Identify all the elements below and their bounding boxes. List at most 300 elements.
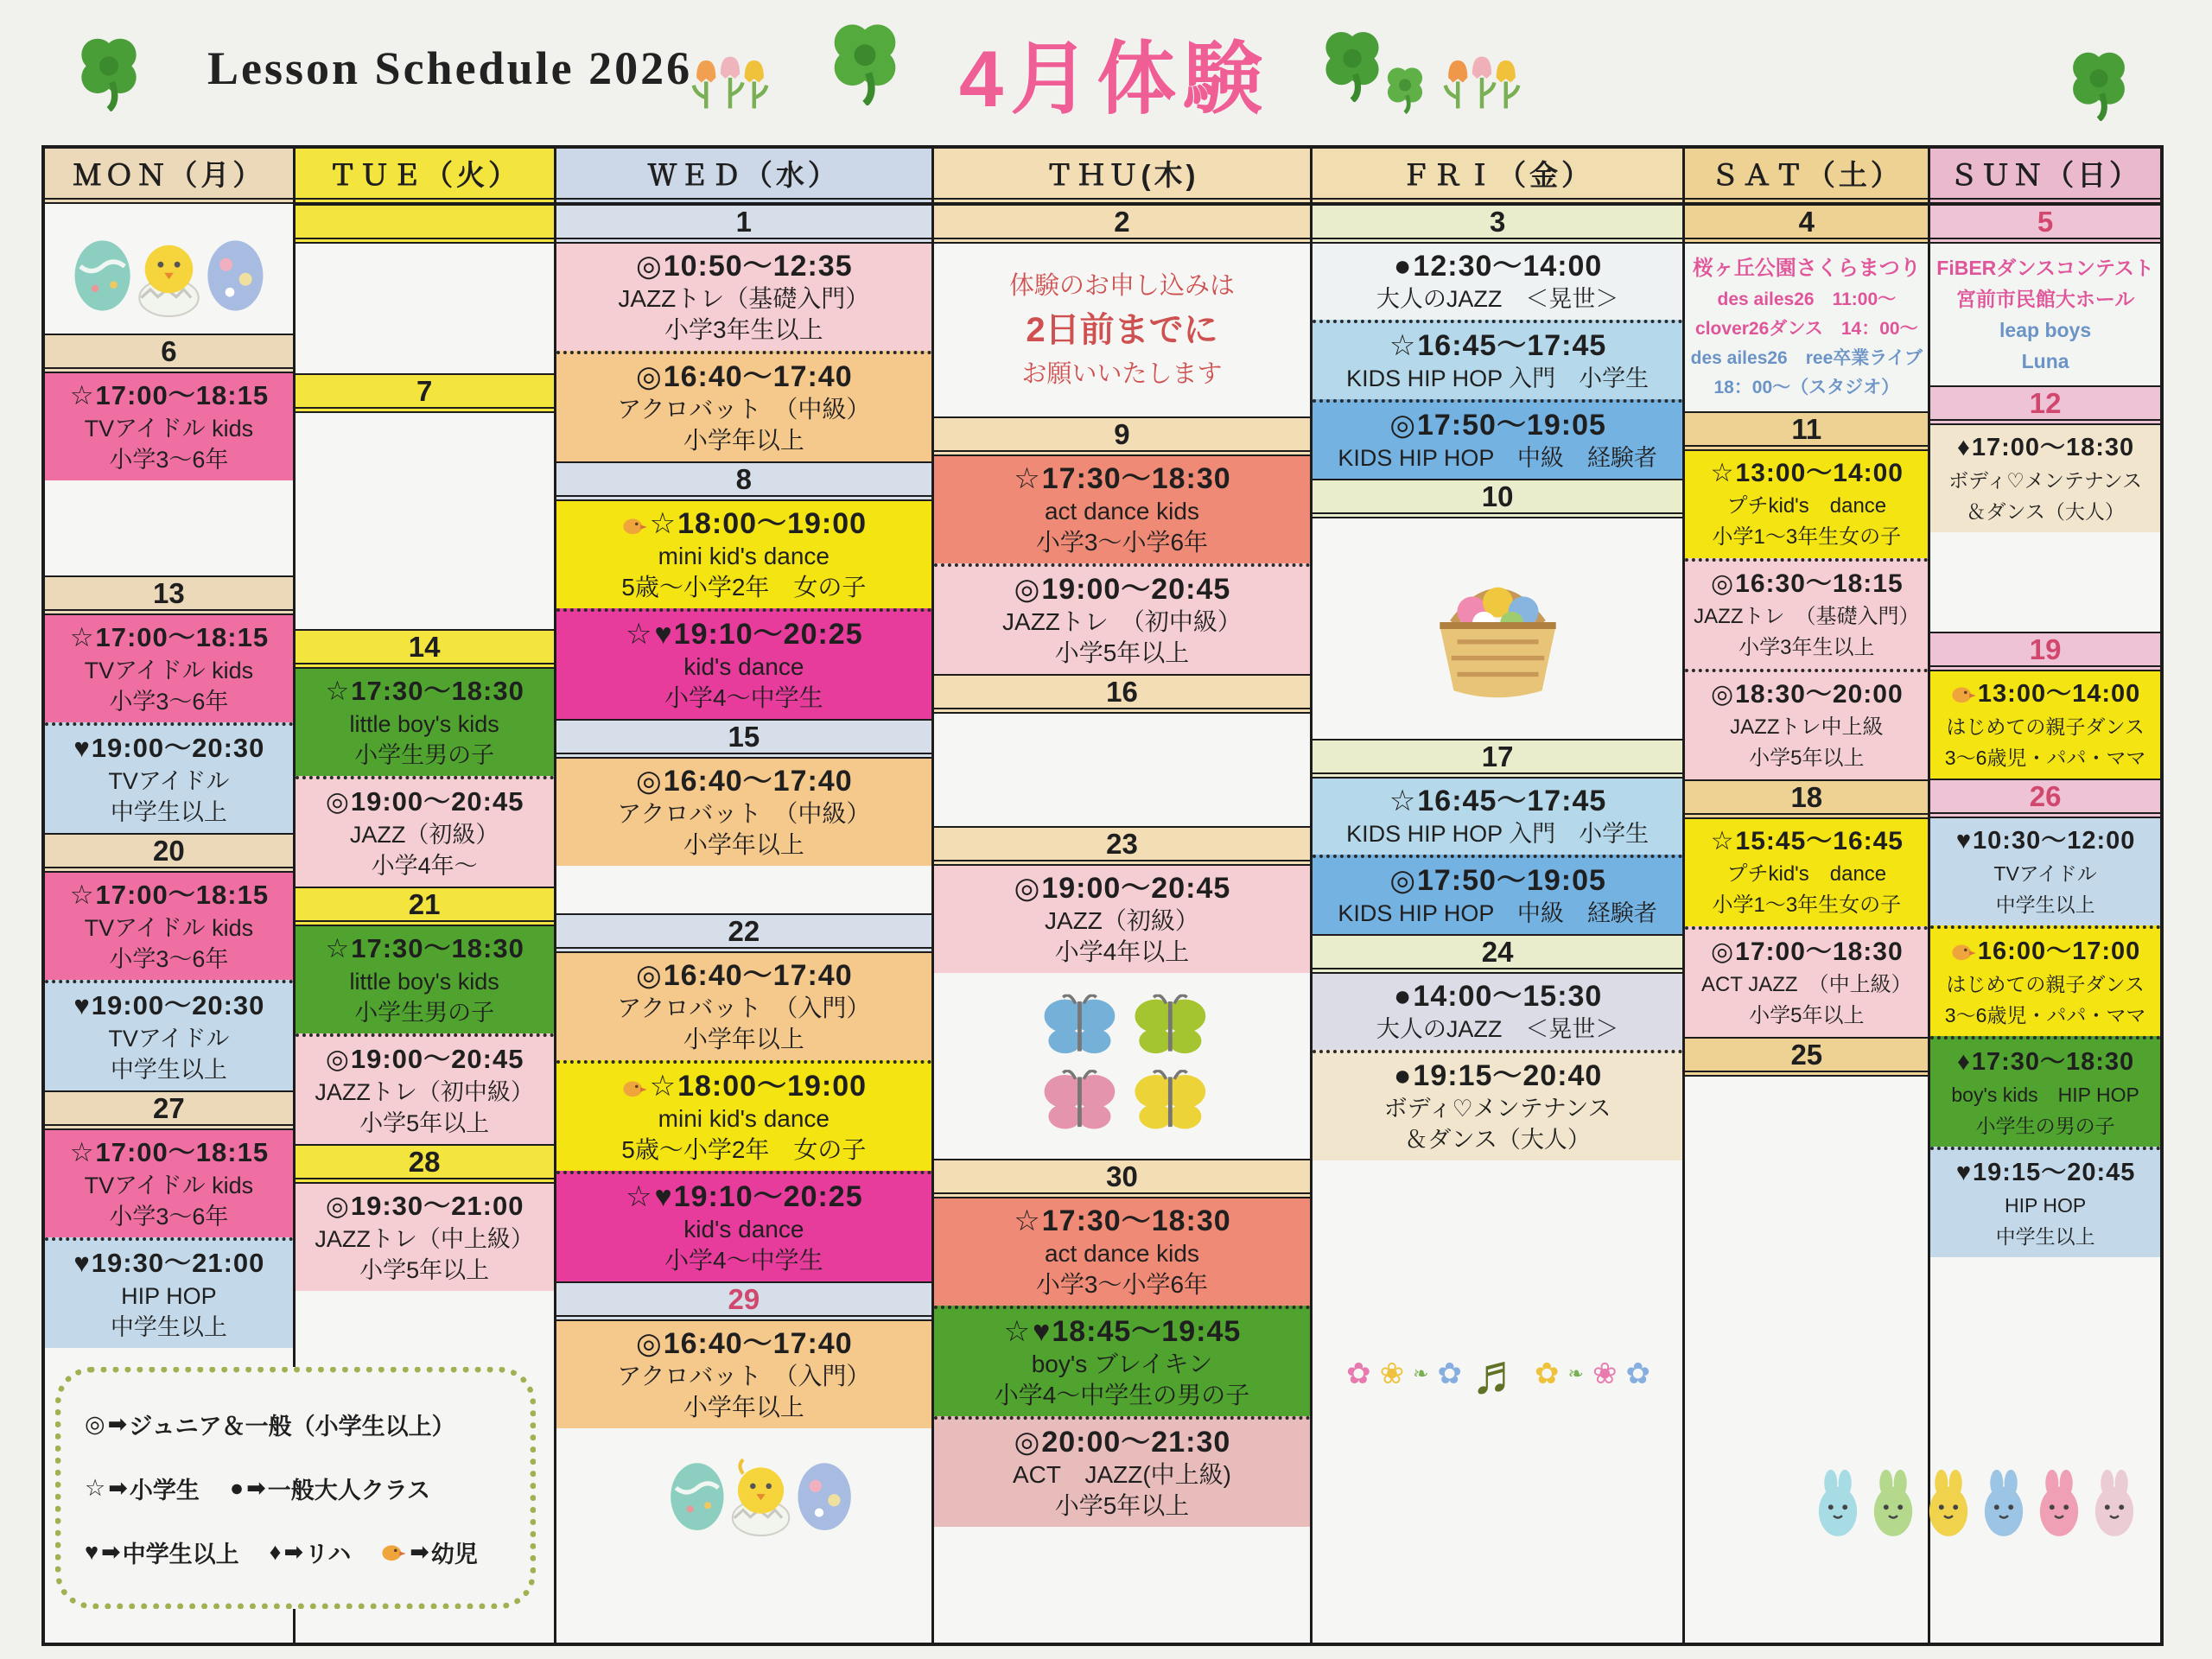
lesson-text: KIDS HIP HOP 入門 小学生	[1346, 821, 1649, 847]
date-number: 22	[728, 914, 760, 947]
lesson-time: ◎ 20:00～21:30	[1014, 1426, 1231, 1459]
lesson-time: ☆ 18:00～19:00	[558, 1069, 931, 1103]
lesson-time: ◎ 10:50～12:35	[636, 250, 853, 283]
lesson-cell	[45, 873, 293, 980]
leaf-icon: ❧	[1413, 1363, 1429, 1384]
lesson-text: プチkid's dance	[1726, 494, 1887, 518]
lesson-time: ◎ 19:30～21:00	[297, 1189, 552, 1224]
lesson-text: 小学生男の子	[354, 1000, 495, 1026]
star-icon: ☆	[649, 507, 677, 540]
easter-eggs-with-chick-image	[45, 204, 293, 334]
lesson-text: JAZZトレ（初中級）	[315, 1079, 534, 1105]
lesson-text: 小学3～6年	[109, 447, 229, 473]
lesson-time: ☆ 17:30～18:30	[297, 931, 552, 966]
tulips-icon	[687, 45, 773, 117]
lesson-time: ☆ 18:00～19:00	[558, 506, 931, 541]
flower-music-garland-image	[1322, 1343, 1675, 1405]
lesson-time: ♥ 19:00～20:30	[47, 731, 291, 766]
double-circle-icon: ◎	[1389, 409, 1416, 442]
date-cell-thu-30	[934, 1159, 1310, 1198]
lesson-text: 小学4～中学生	[664, 684, 823, 711]
date-cell-tue-blank	[296, 204, 554, 244]
date-number: 25	[1790, 1038, 1823, 1071]
lesson-text: TVアイドル	[108, 1026, 230, 1052]
lesson-time: ☆ 15:45～16:45	[1687, 824, 1926, 859]
heart-icon: ♥	[73, 990, 91, 1020]
chick-icon	[381, 1539, 407, 1566]
lesson-cell	[934, 563, 1310, 674]
lesson-time: ☆ 17:00～18:15	[47, 620, 291, 655]
double-circle-icon: ◎	[1710, 569, 1735, 598]
arrow-icon: ➡	[101, 1538, 121, 1565]
leaf-icon: ❧	[1567, 1363, 1584, 1384]
bunny-easter-eggs-image	[1802, 1469, 2151, 1544]
lesson-text: 小学生男の子	[354, 742, 495, 768]
lesson-text: KIDS HIP HOP 中級 経験者	[1338, 900, 1657, 926]
star-icon: ☆	[626, 1180, 653, 1213]
lesson-text: ボディ♡メンテナンス	[1383, 1096, 1611, 1122]
date-cell-sat-25	[1685, 1037, 1928, 1077]
date-cell-sun-12	[1930, 385, 2160, 425]
day-header-thu: ＴＨＵ(木)	[934, 149, 1310, 204]
flower-icon: ✿	[1437, 1357, 1462, 1390]
lesson-text: アクロバット （中級）	[617, 396, 871, 423]
day-column-sat	[1685, 149, 1930, 1643]
legend-box	[55, 1367, 536, 1609]
lesson-cell	[1930, 818, 2160, 925]
lesson-cell	[1930, 425, 2160, 532]
butterflies-image	[934, 973, 1310, 1159]
flower-basket-image	[1313, 518, 1683, 739]
lesson-cell	[296, 1184, 554, 1291]
lesson-cell	[934, 1306, 1310, 1416]
date-number: 29	[728, 1282, 760, 1315]
double-circle-icon: ◎	[636, 1327, 663, 1360]
diamond-icon: ♦	[1957, 1048, 1971, 1076]
lesson-cell	[1685, 669, 1928, 779]
date-cell-wed-1	[556, 204, 932, 244]
lesson-cell	[934, 456, 1310, 563]
lesson-text: 小学4～中学生の男の子	[994, 1382, 1250, 1408]
legend-row	[84, 1408, 507, 1441]
lesson-text: act dance kids	[1044, 498, 1199, 524]
date-cell-mon-27	[45, 1090, 293, 1130]
star-icon: ☆	[1389, 785, 1417, 817]
filled-circle-icon: ●	[1393, 980, 1413, 1013]
lesson-cell	[1313, 779, 1683, 855]
chick-icon	[622, 1069, 648, 1103]
date-number: 24	[1481, 935, 1514, 968]
lesson-text: HIP HOP	[121, 1283, 217, 1309]
page-title: Lesson Schedule 2026	[207, 42, 693, 94]
lesson-text: mini kid's dance	[658, 543, 830, 569]
lesson-text: 5歳～小学2年 女の子	[621, 1136, 867, 1163]
flower-icon: ✿	[1535, 1357, 1560, 1390]
flower-icon: ❀	[1379, 1357, 1405, 1390]
date-number: 13	[153, 576, 185, 609]
double-circle-icon: ◎	[85, 1410, 105, 1437]
lesson-text: 小学3～小学6年	[1035, 1271, 1209, 1298]
music-note-icon: ♬	[1471, 1343, 1526, 1405]
lesson-cell	[1930, 1147, 2160, 1257]
day-column-wed	[556, 149, 935, 1643]
lesson-text: 小学3～6年	[109, 1204, 229, 1230]
date-number: 27	[153, 1091, 185, 1124]
lesson-text: 小学年以上	[683, 1394, 804, 1421]
date-number: 10	[1481, 480, 1514, 512]
bunny-egg-icon	[1869, 1469, 1917, 1544]
lesson-text: 小学5年以上	[359, 1257, 490, 1283]
lesson-text: 小学3年生以上	[664, 316, 823, 343]
chick-icon	[1951, 677, 1977, 711]
filled-circle-icon: ●	[229, 1474, 245, 1501]
double-circle-icon: ◎	[1014, 1426, 1041, 1459]
star-icon: ☆	[69, 622, 95, 652]
flower-icon: ❀	[1592, 1357, 1618, 1390]
lesson-time: ☆ ♥ 18:45～19:45	[1003, 1315, 1242, 1348]
date-cell-sun-19	[1930, 632, 2160, 671]
lesson-cell	[556, 759, 932, 866]
lesson-cell	[45, 980, 293, 1090]
legend-item	[84, 1471, 200, 1505]
date-number: 5	[2037, 205, 2054, 238]
date-number: 26	[2029, 779, 2062, 812]
lesson-cell	[556, 501, 932, 608]
lesson-text: 小学年以上	[683, 427, 804, 454]
lesson-cell	[934, 1198, 1310, 1306]
date-cell-tue-21	[296, 887, 554, 926]
lesson-time: ☆ 17:30～18:30	[1014, 1205, 1231, 1237]
flower-icon: ✿	[1625, 1357, 1650, 1390]
day-header-mon: ＭＯＮ（月）	[45, 149, 293, 204]
double-circle-icon: ◎	[1014, 573, 1041, 606]
arrow-icon: ➡	[246, 1474, 266, 1501]
lesson-time: ◎ 17:50～19:05	[1389, 409, 1606, 442]
date-cell-tue-7	[296, 373, 554, 413]
lesson-time: ☆ ♥ 19:10～20:25	[626, 1180, 863, 1213]
star-icon: ☆	[69, 1137, 95, 1167]
bunny-egg-icon	[1814, 1469, 1862, 1544]
lesson-cell	[1685, 819, 1928, 926]
lesson-time: ☆ 17:00～18:15	[47, 1135, 291, 1170]
date-number: 9	[1114, 417, 1130, 450]
double-circle-icon: ◎	[1710, 938, 1735, 966]
star-icon: ☆	[626, 618, 653, 651]
lesson-cell	[296, 1033, 554, 1144]
tulips-icon	[1439, 45, 1525, 117]
lesson-text: ＆ダンス（大人）	[1404, 1127, 1591, 1153]
star-icon: ☆	[1710, 827, 1735, 855]
date-number: 17	[1481, 740, 1514, 772]
lesson-text: JAZZトレ （初中級）	[1002, 608, 1242, 635]
date-number: 20	[153, 834, 185, 867]
day-column-fri	[1313, 149, 1686, 1643]
lesson-cell	[556, 608, 932, 719]
lesson-cell	[1685, 451, 1928, 558]
lesson-cell	[1313, 320, 1683, 399]
date-cell-fri-3	[1313, 204, 1683, 244]
lesson-text: 小学3年生以上	[1738, 636, 1875, 659]
lesson-time: ◎ 16:40～17:40	[636, 959, 853, 992]
lesson-text: 小学5年以上	[1054, 639, 1190, 666]
easter-eggs-image	[652, 1439, 868, 1542]
lesson-text: 小学年以上	[683, 831, 804, 858]
special-event-text: clover26ダンス 14：00～	[1695, 319, 1918, 339]
lesson-text: 3～6歳児・パパ・ママ	[1944, 747, 2146, 769]
lesson-text: 3～6歳児・パパ・ママ	[1944, 1004, 2146, 1027]
lesson-text: JAZZトレ （基礎入門）	[1694, 605, 1920, 628]
arrow-icon: ➡	[283, 1538, 304, 1565]
lesson-time: ☆ 17:00～18:15	[47, 378, 291, 413]
day-column-thu	[934, 149, 1313, 1643]
legend-item	[380, 1535, 478, 1569]
lesson-time: ☆ ♥ 19:10～20:25	[626, 618, 863, 651]
lesson-text: JAZZ（初級）	[349, 822, 499, 848]
lesson-text: boy's ブレイキン	[1031, 1351, 1213, 1377]
day-header-sun: ＳＵＮ（日）	[1930, 149, 2160, 204]
double-circle-icon: ◎	[636, 360, 663, 393]
lesson-cell	[934, 866, 1310, 973]
star-icon: ☆	[325, 676, 351, 706]
lesson-text: JAZZトレ（基礎入門）	[618, 285, 870, 312]
lesson-text: 小学生の男の子	[1975, 1115, 2115, 1137]
lesson-text: 中学生以上	[110, 799, 227, 825]
diamond-icon: ♦	[1957, 434, 1971, 461]
heart-icon: ♥	[1955, 827, 1973, 855]
legend-row	[84, 1471, 507, 1505]
date-cell-wed-29	[556, 1281, 932, 1321]
lesson-text: kid's dance	[683, 1216, 804, 1243]
lesson-text: プチkid's dance	[1726, 862, 1887, 886]
double-circle-icon: ◎	[636, 959, 663, 992]
lesson-time: ☆ 17:30～18:30	[1014, 462, 1231, 495]
lesson-time: ◎ 19:00～20:45	[297, 785, 552, 819]
lesson-cell	[296, 776, 554, 887]
lesson-text: KIDS HIP HOP 中級 経験者	[1338, 445, 1657, 471]
star-icon: ☆	[69, 380, 95, 410]
double-circle-icon: ◎	[325, 786, 350, 817]
star-icon: ☆	[69, 880, 95, 910]
lesson-text: act dance kids	[1044, 1240, 1199, 1267]
lesson-text: KIDS HIP HOP 入門 小学生	[1346, 365, 1649, 391]
lesson-time: ♦ 17:00～18:30	[1932, 430, 2158, 465]
special-event-cell	[1685, 244, 1928, 411]
lesson-text: ACT JAZZ （中上級）	[1701, 973, 1912, 996]
lesson-text: TVアイドル kids	[84, 1173, 254, 1198]
clover-icon	[2065, 45, 2133, 125]
date-number: 8	[735, 462, 753, 495]
star-icon: ☆	[649, 1070, 677, 1103]
lesson-text: 中学生以上	[1995, 1225, 2095, 1248]
lesson-time: ◎ 16:30～18:15	[1687, 567, 1926, 601]
lesson-cell	[934, 1416, 1310, 1527]
lesson-text: JAZZ（初級）	[1045, 907, 1199, 934]
lesson-text: 小学3～小学6年	[1035, 529, 1209, 556]
date-cell-fri-10	[1313, 479, 1683, 518]
special-event-text: 18：00～（スタジオ）	[1713, 378, 1900, 397]
lesson-time: ◎ 19:00～20:45	[297, 1042, 552, 1077]
lesson-time: ♦ 17:30～18:30	[1932, 1045, 2158, 1079]
lesson-time: ☆ 13:00～14:00	[1687, 456, 1926, 491]
day-header-tue: ＴＵＥ（火）	[296, 149, 554, 204]
lesson-cell	[1313, 244, 1683, 320]
special-event-text: Luna	[2021, 350, 2069, 372]
legend-label: ジュニア＆一般（小学生以上）	[129, 1413, 455, 1440]
double-circle-icon: ◎	[325, 1191, 350, 1221]
lesson-cell	[1313, 855, 1683, 934]
lesson-text: 大人のJAZZ ＜晃世＞	[1376, 1016, 1619, 1042]
lesson-cell	[1313, 974, 1683, 1050]
chick-icon	[1951, 934, 1977, 969]
date-cell-wed-15	[556, 719, 932, 759]
date-cell-wed-8	[556, 461, 932, 501]
special-event-cell	[1930, 244, 2160, 385]
star-icon: ☆	[1710, 459, 1735, 487]
lesson-cell	[45, 722, 293, 833]
filled-circle-icon: ●	[1393, 250, 1413, 283]
date-number: 4	[1798, 205, 1815, 238]
double-circle-icon: ◎	[636, 765, 663, 798]
lesson-time: ♥ 19:30～21:00	[47, 1246, 291, 1281]
bunny-egg-icon	[2035, 1469, 2083, 1544]
lesson-cell	[45, 1130, 293, 1237]
lesson-cell	[1313, 399, 1683, 479]
page-header	[0, 0, 2212, 145]
double-circle-icon: ◎	[1389, 864, 1416, 897]
legend-label: リハ	[305, 1541, 352, 1567]
lesson-text: はじめての親子ダンス	[1946, 715, 2145, 738]
notice-cell: 体験のお申し込みは 2日前までに お願いいたします	[1008, 272, 1235, 388]
date-number: 6	[161, 334, 177, 367]
lesson-cell	[556, 1060, 932, 1171]
legend-item	[84, 1535, 239, 1569]
special-event-text: FiBERダンスコンテスト	[1936, 257, 2154, 279]
special-event-text: leap boys	[1999, 319, 2092, 341]
special-event-text: des ailes26 11:00～	[1717, 289, 1897, 309]
heart-icon: ♥	[1955, 1159, 1973, 1186]
lesson-time: ● 19:15～20:40	[1393, 1059, 1603, 1092]
bunny-egg-icon	[2090, 1469, 2139, 1544]
date-cell-wed-22	[556, 913, 932, 953]
lesson-time: ◎ 16:40～17:40	[636, 360, 853, 393]
lesson-text: 小学5年以上	[1054, 1492, 1190, 1519]
date-cell-thu-16	[934, 674, 1310, 714]
lesson-text: 小学3～6年	[109, 689, 229, 715]
lesson-text: JAZZトレ（中上級）	[315, 1226, 534, 1252]
lesson-text: little boy's kids	[349, 711, 499, 737]
date-number: 21	[408, 887, 441, 920]
day-column-sun	[1930, 149, 2160, 1643]
heart-icon: ♥	[73, 1248, 91, 1278]
lesson-text: little boy's kids	[349, 969, 499, 995]
bunny-egg-icon	[1924, 1469, 1973, 1544]
lesson-text: mini kid's dance	[658, 1105, 830, 1132]
date-cell-sat-18	[1685, 779, 1928, 819]
lesson-cell	[556, 953, 932, 1060]
date-number: 12	[2029, 386, 2062, 419]
lesson-cell	[556, 244, 932, 351]
lesson-text: 小学年以上	[683, 1026, 804, 1052]
lesson-cell	[296, 669, 554, 776]
lesson-cell	[1930, 671, 2160, 779]
lesson-text: 小学4年～	[371, 853, 478, 879]
lesson-text: TVアイドル	[108, 768, 230, 794]
date-number: 11	[1791, 412, 1822, 445]
date-cell-sun-5	[1930, 204, 2160, 244]
lesson-time: ◎ 17:50～19:05	[1389, 864, 1606, 897]
heart-icon: ♥	[1033, 1315, 1052, 1348]
date-number: 2	[1114, 205, 1130, 238]
legend-label: 一般大人クラス	[267, 1477, 430, 1503]
lesson-text: 小学3～6年	[109, 946, 229, 972]
lesson-text: ＆ダンス（大人）	[1966, 500, 2125, 523]
flower-icon: ✿	[1346, 1357, 1371, 1390]
lesson-cell	[556, 351, 932, 461]
date-cell-fri-17	[1313, 739, 1683, 779]
lesson-time: ● 12:30～14:00	[1393, 250, 1603, 283]
lesson-time: ◎ 18:30～20:00	[1687, 677, 1926, 712]
arrow-icon: ➡	[410, 1538, 429, 1565]
lesson-time: ♥ 19:00～20:30	[47, 988, 291, 1023]
month-title: 4月体験	[959, 35, 1270, 124]
lesson-cell	[556, 1171, 932, 1281]
double-circle-icon: ◎	[325, 1044, 350, 1074]
star-icon: ☆	[1014, 462, 1041, 495]
lesson-cell	[1685, 558, 1928, 669]
lesson-time: ☆ 16:45～17:45	[1389, 785, 1607, 817]
lesson-cell	[45, 615, 293, 722]
star-icon: ☆	[85, 1474, 106, 1501]
lesson-text: boy's kids HIP HOP	[1951, 1084, 2139, 1106]
lesson-text: TVアイドル kids	[84, 416, 254, 442]
lesson-text: 大人のJAZZ ＜晃世＞	[1376, 286, 1619, 312]
date-number: 30	[1106, 1160, 1138, 1192]
lesson-text: 小学4年以上	[1054, 938, 1190, 965]
lesson-text: HIP HOP	[2005, 1194, 2087, 1217]
lesson-time: 16:00～17:00	[1932, 934, 2158, 969]
legend-row	[84, 1535, 507, 1569]
lesson-text: kid's dance	[683, 653, 804, 680]
date-number: 1	[735, 205, 753, 238]
date-cell-mon-13	[45, 575, 293, 615]
lesson-text: アクロバット （入門）	[617, 1363, 871, 1389]
lesson-cell	[1930, 1036, 2160, 1147]
lesson-time: ☆ 16:45～17:45	[1389, 329, 1607, 362]
legend-label: 中学生以上	[122, 1541, 239, 1567]
star-icon: ☆	[1389, 329, 1417, 362]
lesson-text: 小学1～3年生女の子	[1712, 525, 1902, 549]
lesson-cell	[45, 373, 293, 480]
bunny-egg-icon	[1980, 1469, 2028, 1544]
lesson-time: ◎ 16:40～17:40	[636, 765, 853, 798]
lesson-text: 小学4～中学生	[664, 1247, 823, 1274]
date-cell-thu-9	[934, 416, 1310, 456]
lesson-time: ☆ 17:30～18:30	[297, 674, 552, 709]
lesson-text: ACT JAZZ(中上級)	[1012, 1461, 1231, 1488]
legend-item	[229, 1471, 430, 1505]
lesson-cell	[556, 1321, 932, 1428]
date-cell-mon-20	[45, 833, 293, 873]
double-circle-icon: ◎	[1710, 680, 1735, 709]
lesson-cell	[296, 926, 554, 1033]
lesson-time: ◎ 19:00～20:45	[1014, 573, 1231, 606]
date-number: 23	[1106, 827, 1138, 860]
date-cell-thu-2	[934, 204, 1310, 244]
lesson-time: ♥ 10:30～12:00	[1932, 823, 2158, 858]
legend-label: 幼児	[430, 1541, 478, 1567]
heart-icon: ♥	[654, 618, 673, 651]
lesson-cell	[45, 1237, 293, 1348]
